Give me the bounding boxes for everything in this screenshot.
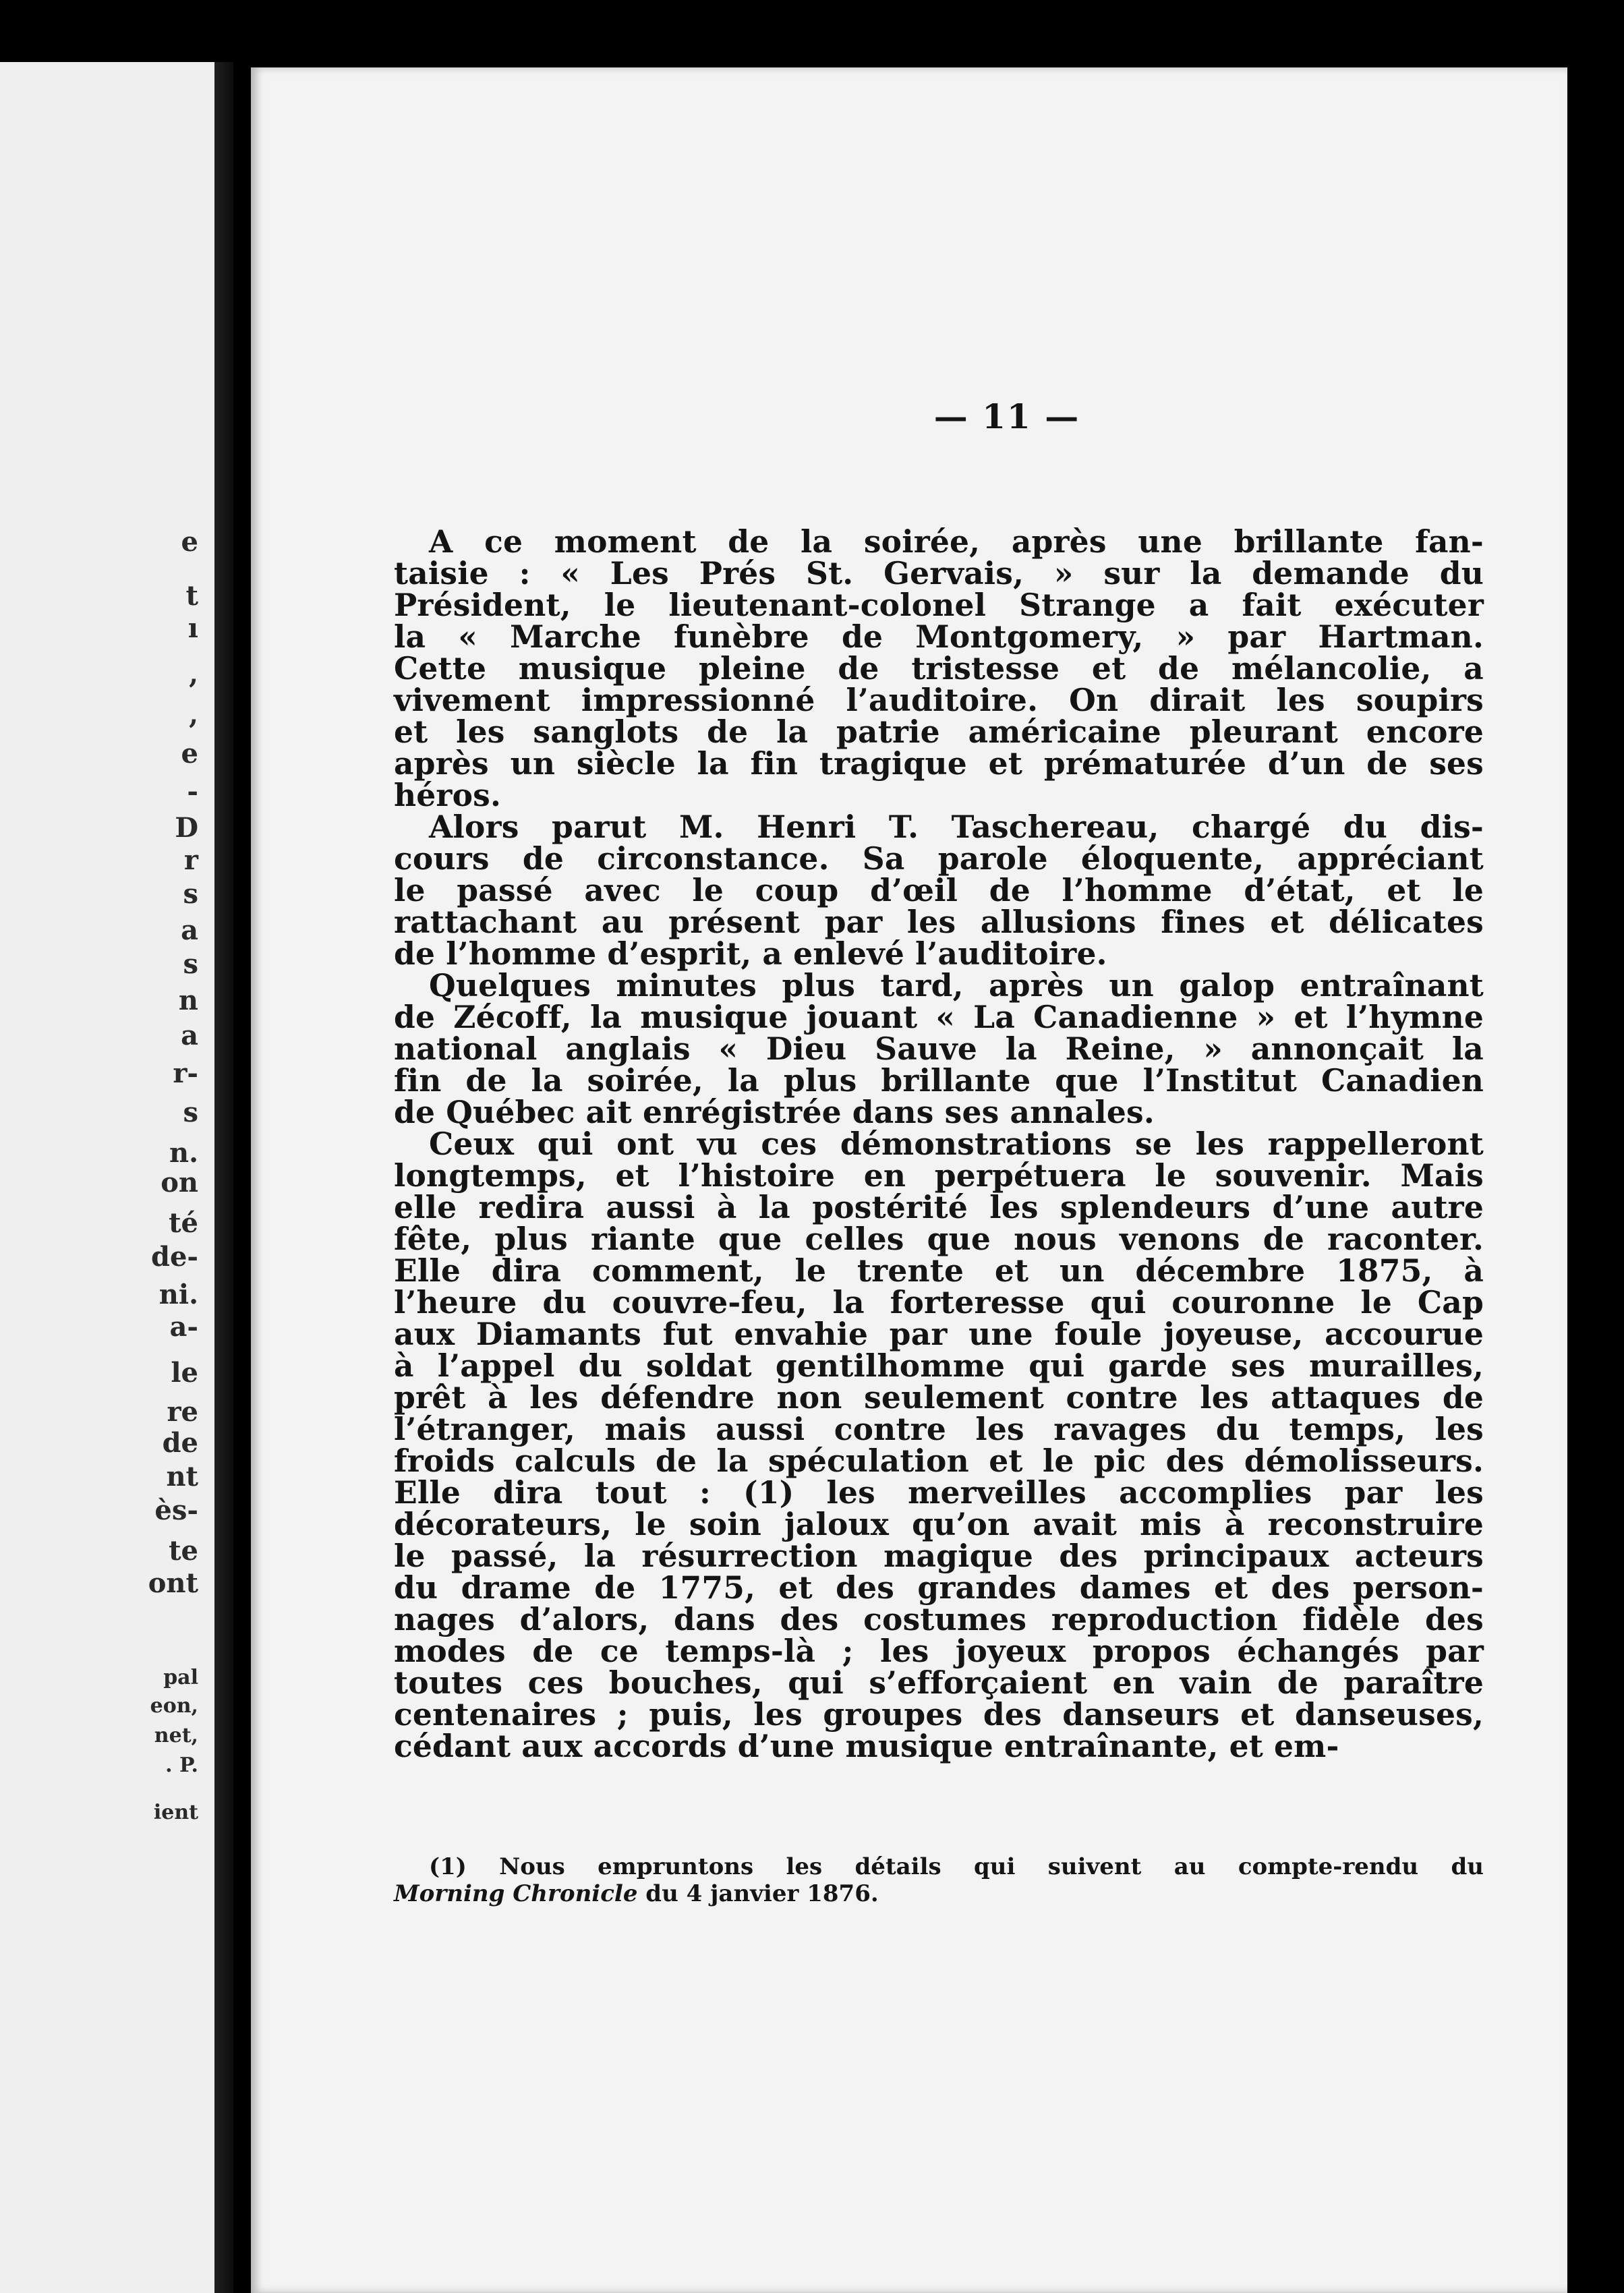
text-line: Ceux qui ont vu ces démonstrations se les rappelleront [429, 1126, 1484, 1162]
body-text [394, 523, 1484, 1764]
text-line: aux Diamants fut envahie par une foule joyeuse, accourue [394, 1316, 1484, 1352]
left-page-fragment: e [181, 738, 198, 770]
left-page-fragment: ient [153, 1801, 198, 1824]
text-line: Cette musique pleine de tristesse et de mélancolie, a [394, 650, 1484, 687]
text-line: prêt à les défendre non seulement contre les attaques de [394, 1379, 1484, 1416]
left-page-fragment: , [189, 658, 198, 690]
footnote-line-1: (1) Nous empruntons les détails qui suivent au compte-rendu du [429, 1853, 1484, 1880]
text-line: décorateurs, le soin jaloux qu’on avait mis à reconstruire [394, 1506, 1484, 1542]
text-line: l’heure du couvre-feu, la forteresse qui couronne le Cap [394, 1284, 1484, 1320]
left-page-text-fragments [0, 62, 202, 2293]
left-page-fragment: ès- [154, 1494, 198, 1526]
left-page-fragment: s [183, 878, 198, 910]
left-page-fragment: ı [187, 612, 198, 644]
book-gutter [214, 62, 233, 2293]
text-line: Quelques minutes plus tard, après un galop entraînant [429, 967, 1484, 1004]
text-line: elle redira aussi à la postérité les splendeurs d’une autre [394, 1189, 1484, 1225]
left-page-fragment: a [181, 1020, 198, 1051]
text-line: vivement impressionné l’auditoire. On dirait les soupirs [394, 682, 1484, 718]
text-line: fête, plus riante que celles que nous venons de raconter. [394, 1221, 1484, 1257]
text-line: Président, le lieutenant-colonel Strange a fait exécuter [394, 587, 1484, 623]
text-line: fin de la soirée, la plus brillante que l’Institut Canadien [394, 1062, 1484, 1099]
left-page-fragment: s [183, 1097, 198, 1128]
text-line: modes de ce temps-là ; les joyeux propos échangés par [394, 1633, 1484, 1669]
page-number [251, 397, 1567, 436]
left-page-fragment: - [187, 776, 198, 807]
text-line: nages d’alors, dans des costumes reproduction fidèle des [394, 1601, 1484, 1637]
left-page-fragment: eon, [150, 1694, 198, 1718]
text-line: taisie : « Les Prés St. Gervais, » sur la demande du [394, 555, 1484, 591]
left-page-fragment: , [189, 699, 198, 730]
left-page-fragment: pal [163, 1666, 198, 1689]
text-line: centenaires ; puis, les groupes des danseurs et danseuses, [394, 1696, 1484, 1733]
text-line: de Zécoff, la musique jouant « La Canadienne » et l’hymne [394, 999, 1484, 1035]
left-page-fragment: de [162, 1427, 198, 1459]
text-line: toutes ces bouches, qui s’efforçaient en vain de paraître [394, 1664, 1484, 1701]
text-line: le passé avec le coup d’œil de l’homme d’état, et le [394, 872, 1484, 908]
text-line: cours de circonstance. Sa parole éloquente, appréciant [394, 840, 1484, 877]
left-page-fragment: ni. [158, 1279, 198, 1310]
text-line: de Québec ait enrégistrée dans ses annales. [394, 1094, 1155, 1130]
text-line: Elle dira tout : (1) les merveilles accomplies par les [394, 1474, 1484, 1511]
text-line: froids calculs de la spéculation et le pic des démolisseurs. [394, 1443, 1484, 1479]
left-page-fragment: . P. [165, 1753, 198, 1777]
text-line: A ce moment de la soirée, après une brillante fan- [429, 523, 1484, 560]
left-page-fragment: n [178, 985, 198, 1016]
text-line: de l’homme d’esprit, a enlevé l’auditoire. [394, 935, 1107, 972]
left-page-fragment: le [171, 1357, 198, 1389]
text-line: et les sanglots de la patrie américaine pleurant encore [394, 714, 1484, 750]
text-line: national anglais « Dieu Sauve la Reine, » annonçait la [394, 1031, 1484, 1067]
text-line: Alors parut M. Henri T. Taschereau, chargé du dis- [429, 809, 1484, 845]
left-page-fragment: nt [166, 1461, 198, 1492]
text-line: le passé, la résurrection magique des principaux acteurs [394, 1538, 1484, 1574]
left-page-fragment: e [181, 526, 198, 558]
text-line: la « Marche funèbre de Montgomery, » par Hartman. [394, 618, 1484, 655]
text-line: longtemps, et l’histoire en perpétuera le souvenir. Mais [394, 1157, 1484, 1194]
left-page-fragment: té [169, 1207, 198, 1239]
footnote-line-2 [394, 1880, 1484, 1907]
text-line: après un siècle la fin tragique et prématurée d’un de ses [394, 745, 1484, 782]
footnote-date: du 4 janvier 1876. [637, 1880, 879, 1907]
text-line: rattachant au présent par les allusions fines et délicates [394, 904, 1484, 940]
footnote-source-title: Morning Chronicle [394, 1880, 638, 1907]
footnote [394, 1853, 1484, 1907]
main-page [251, 67, 1567, 2293]
left-page-fragment: on [161, 1167, 198, 1198]
text-line: héros. [394, 777, 502, 813]
left-page-fragment: D [175, 812, 198, 844]
left-page-fragment: net, [154, 1724, 198, 1747]
text-line: Elle dira comment, le trente et un décembre 1875, à [394, 1252, 1484, 1289]
left-page-fragment: de- [150, 1241, 198, 1273]
page-number-text: — 11 — [933, 397, 1080, 436]
left-page-fragment: ont [148, 1567, 198, 1599]
left-page-fragment: s [183, 948, 198, 980]
left-page-fragment: r [183, 844, 198, 876]
left-page-fragment: r- [173, 1057, 198, 1089]
text-line: du drame de 1775, et des grandes dames et des person- [394, 1569, 1484, 1606]
left-page-fragment: te [169, 1535, 198, 1567]
left-page-fragment: t [185, 580, 198, 612]
left-page-fragment: re [167, 1396, 198, 1428]
text-line: cédant aux accords d’une musique entraînante, et em- [394, 1728, 1339, 1764]
left-page-fragment: a- [169, 1311, 198, 1343]
left-facing-page [0, 62, 233, 2293]
left-page-fragment: a [181, 915, 198, 946]
text-line: à l’appel du soldat gentilhomme qui garde ses murailles, [394, 1347, 1484, 1384]
left-page-fragment: n. [169, 1137, 198, 1169]
text-line: l’étranger, mais aussi contre les ravages du temps, les [394, 1411, 1484, 1447]
